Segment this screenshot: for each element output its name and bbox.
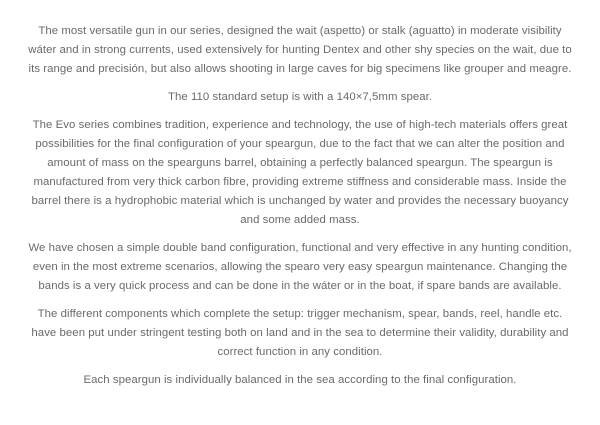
description-paragraph-bands: We have chosen a simple double band configuration, functional and very effective in any hunting condition, even in the most extreme scenarios, allowing the spearo very easy speargun maintenance. Changing the bands is a very quick process and can be done in the wáter or in the boat, if spare bands are available.: [28, 242, 572, 292]
description-paragraph-balance: Each speargun is individually balanced in the sea according to the final configuration.: [83, 374, 517, 386]
description-paragraph-evo-series: The Evo series combines tradition, experience and technology, the use of high-tech materials offers great possibilities for the final configuration of your speargun, due to the fact that we can alter the position and amount of mass on the spearguns barrel, obtaining a perfectly balanced speargun. The speargun is manufactured from very thick carbon fibre, providing extreme stiffness and considerable mass. Inside the barrel there is a hydrophobic material which is unchanged by water and provides the necessary buoyancy and some added mass.: [31, 119, 569, 226]
description-paragraph-intro: The most versatile gun in our series, designed the wait (aspetto) or stalk (aguatto) in moderate visibility wáter and in strong currents, used extensively for hunting Dentex and other shy species on the wait, due to its range and precisión, but also allows shooting in large caves for big specimens like grouper and meagre.: [28, 25, 572, 75]
description-paragraph-components: The different components which complete the setup: trigger mechanism, spear, bands, reel, handle etc. have been put under stringent testing both on land and in the sea to determine their validity, durability and correct function in any condition.: [31, 308, 569, 358]
description-paragraph-setup: The 110 standard setup is with a 140×7,5mm spear.: [167, 91, 433, 103]
